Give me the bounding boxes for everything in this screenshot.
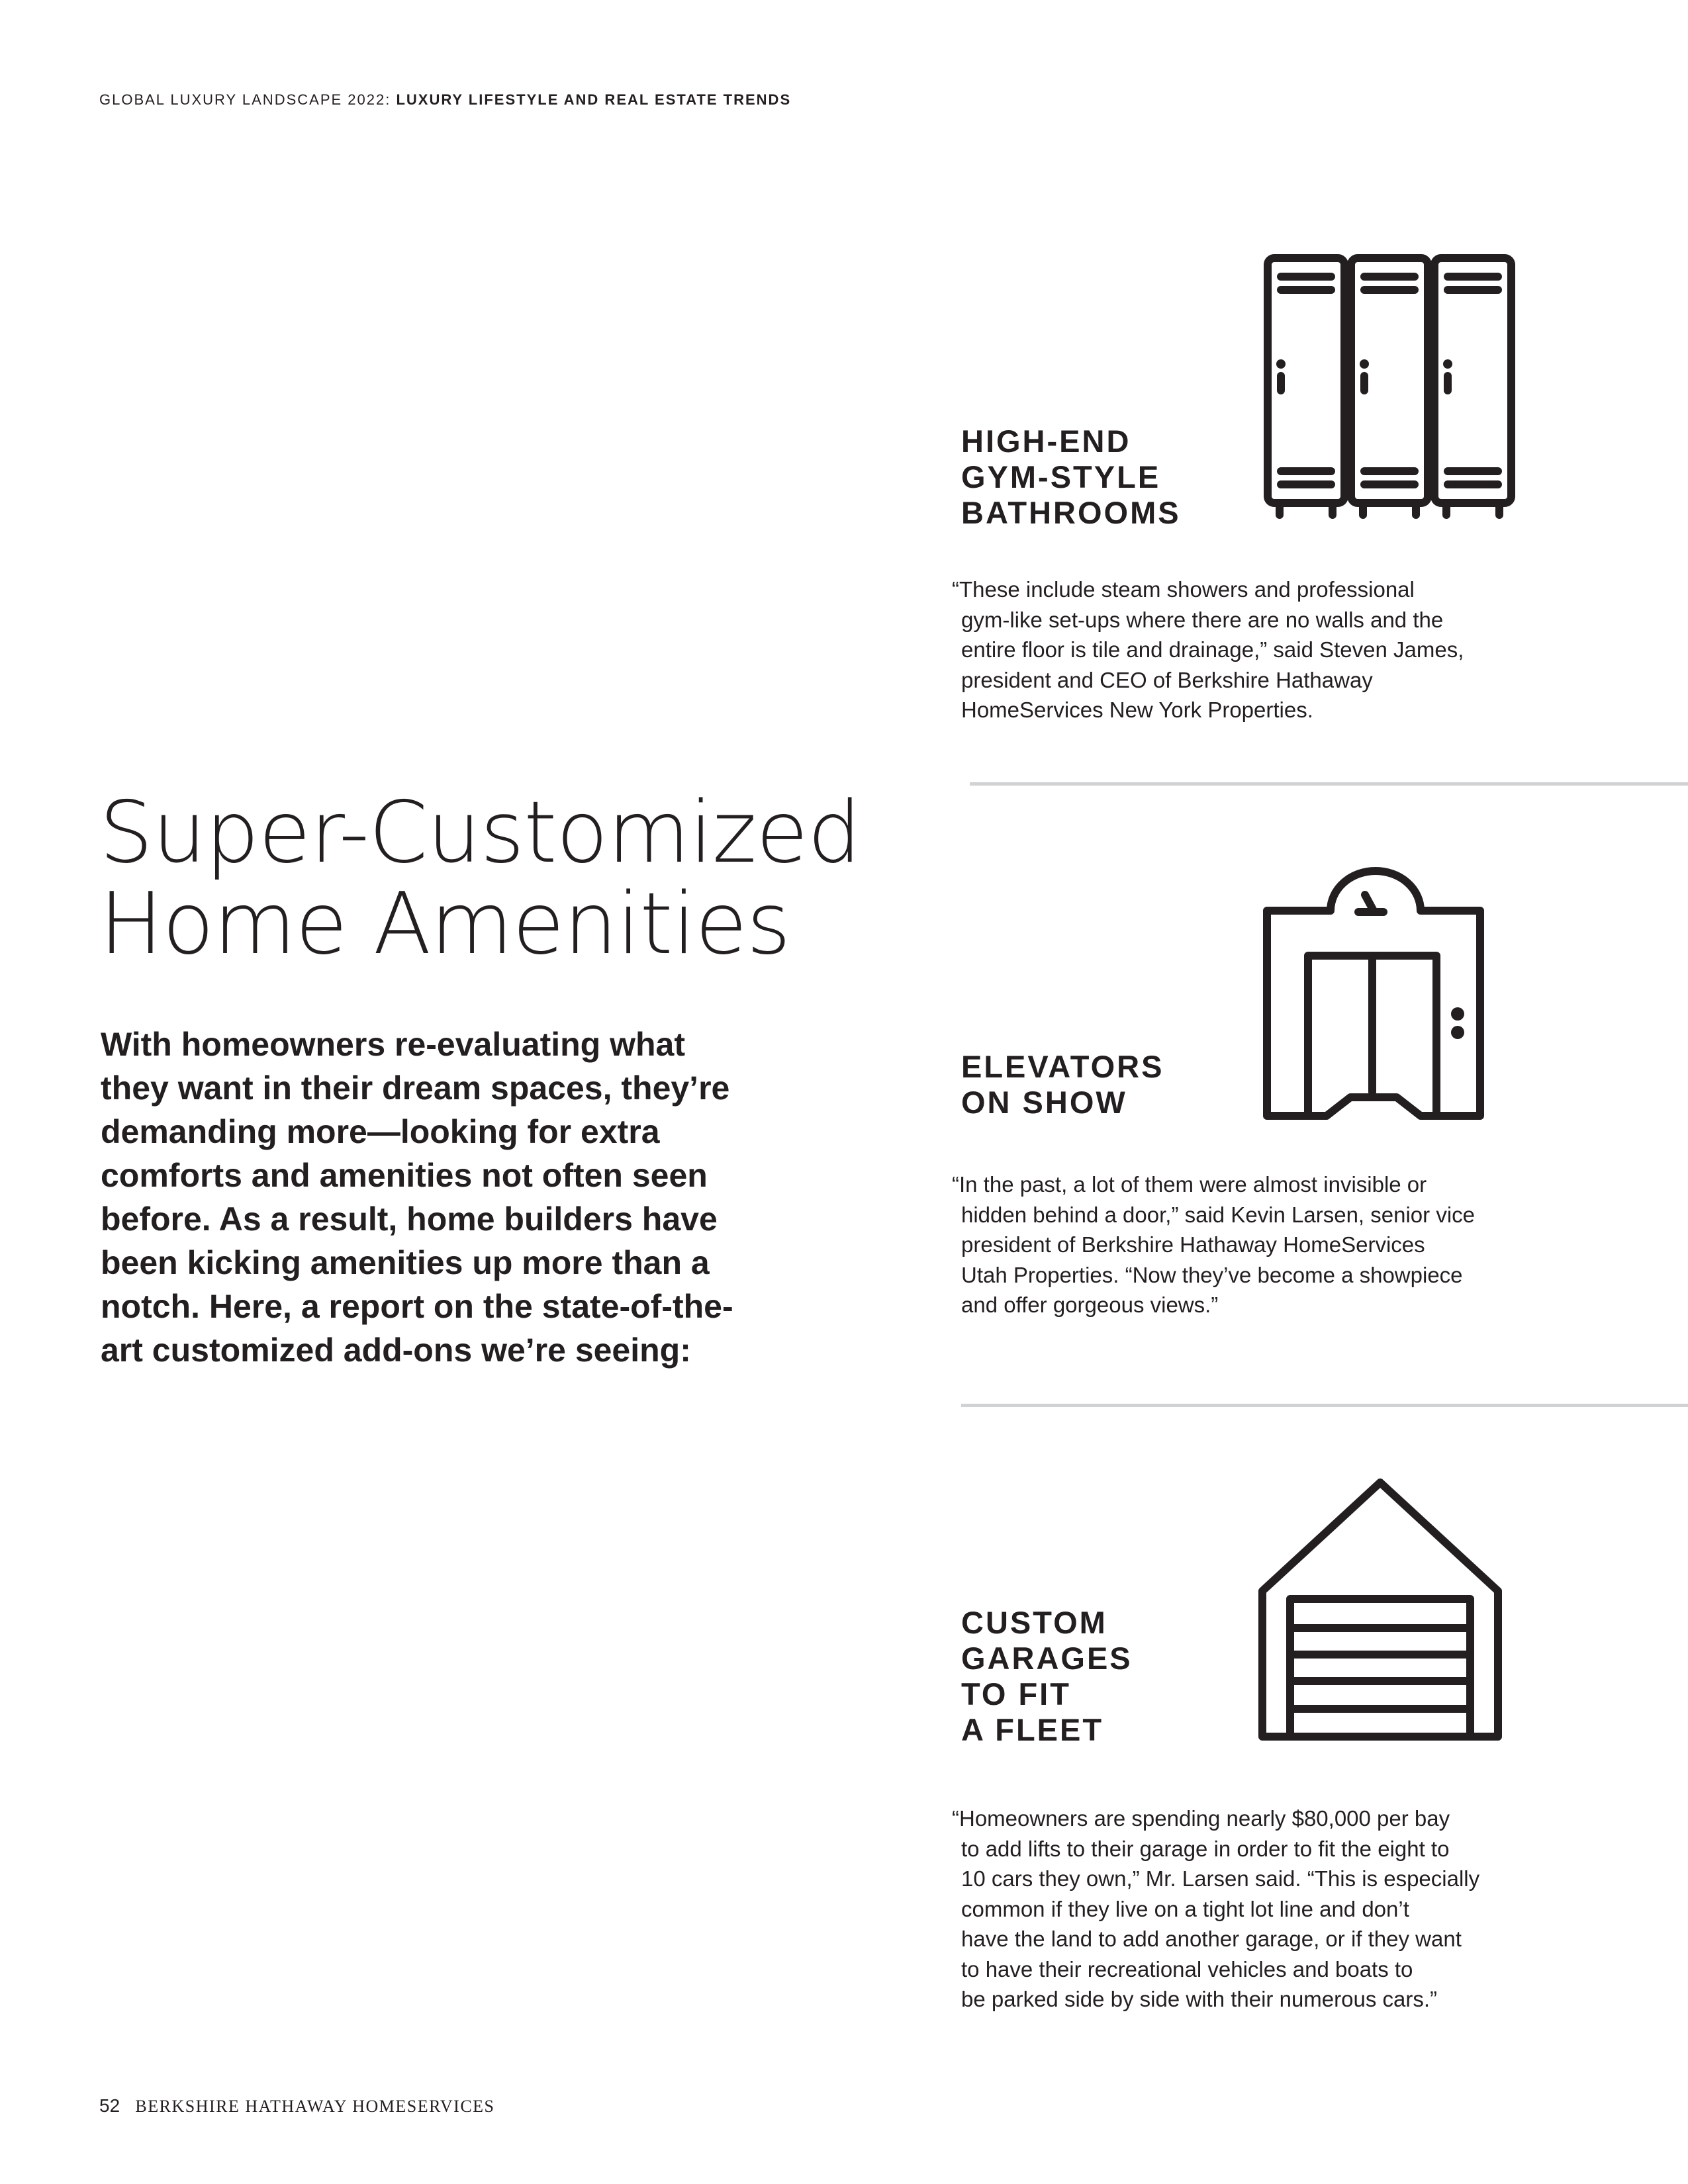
running-header: [99, 91, 791, 109]
heading-line: GYM-STYLE: [961, 459, 1161, 494]
elevator-icon: [1258, 867, 1489, 1125]
quote-line: president of Berkshire Hathaway HomeServices: [961, 1232, 1425, 1257]
footer-brand: BERKSHIRE HATHAWAY HOMESERVICES: [135, 2097, 495, 2116]
heading-line: HIGH-END: [961, 424, 1131, 459]
lockers-icon: [1261, 251, 1519, 523]
quote-line: gym-like set-ups where there are no walls and the: [961, 607, 1444, 632]
section-divider: [961, 1404, 1688, 1407]
page-number: 52: [99, 2095, 120, 2116]
quote-line: have the land to add another garage, or if they want: [961, 1927, 1462, 1951]
heading-line: CUSTOM: [961, 1605, 1107, 1640]
section-heading-elevators: [961, 1049, 1164, 1120]
quote-line: “In the past, a lot of them were almost invisible or: [952, 1172, 1427, 1197]
section-heading-gym-bathrooms: [961, 424, 1181, 531]
quote-gym-bathrooms: [952, 574, 1534, 725]
quote-line: president and CEO of Berkshire Hathaway: [961, 667, 1373, 692]
heading-line: GARAGES: [961, 1641, 1133, 1676]
section-divider: [970, 782, 1688, 786]
heading-line: A FLEET: [961, 1712, 1104, 1747]
heading-line: TO FIT: [961, 1676, 1071, 1711]
intro-paragraph: With homeowners re-evaluating what they want in their dream spaces, they’re demanding more—looking for extra comforts and amenities not often seen before. As a result, home builders have been kicking amenities up more than a notch. Here, a report on the state-of-the-art customized add-ons we’re seeing:: [101, 1026, 733, 1369]
page-footer: [99, 2095, 495, 2116]
quote-garages: [952, 1803, 1534, 2015]
quote-line: entire floor is tile and drainage,” said Steven James,: [961, 637, 1464, 662]
section-heading-garages: [961, 1605, 1133, 1748]
quote-line: hidden behind a door,” said Kevin Larsen, senior vice: [961, 1202, 1475, 1227]
quote-line: HomeServices New York Properties.: [961, 698, 1313, 722]
heading-line: BATHROOMS: [961, 495, 1181, 530]
quote-line: “Homeowners are spending nearly $80,000 per bay: [952, 1806, 1450, 1831]
heading-line: ON SHOW: [961, 1085, 1127, 1120]
quote-line: to have their recreational vehicles and boats to: [961, 1956, 1413, 1981]
quote-line: “These include steam showers and professional: [952, 577, 1415, 602]
garage-icon: [1254, 1476, 1506, 1747]
quote-elevators: [952, 1169, 1534, 1320]
page-title-line-1: Super-Customized: [99, 784, 861, 882]
quote-line: Utah Properties. “Now they’ve become a showpiece: [961, 1262, 1463, 1287]
quote-line: to add lifts to their garage in order to fit the eight to: [961, 1836, 1450, 1861]
quote-line: and offer gorgeous views.”: [961, 1293, 1219, 1317]
page-title-line-2: Home Amenities: [99, 875, 790, 974]
quote-line: be parked side by side with their numerous cars.”: [961, 1987, 1438, 2011]
quote-line: 10 cars they own,” Mr. Larsen said. “This is especially: [961, 1866, 1480, 1891]
quote-line: common if they live on a tight lot line and don’t: [961, 1896, 1409, 1921]
running-header-title: LUXURY LIFESTYLE AND REAL ESTATE TRENDS: [396, 91, 792, 108]
page-title: [99, 784, 894, 974]
heading-line: ELEVATORS: [961, 1049, 1164, 1084]
running-header-prefix: GLOBAL LUXURY LANDSCAPE 2022:: [99, 91, 397, 108]
